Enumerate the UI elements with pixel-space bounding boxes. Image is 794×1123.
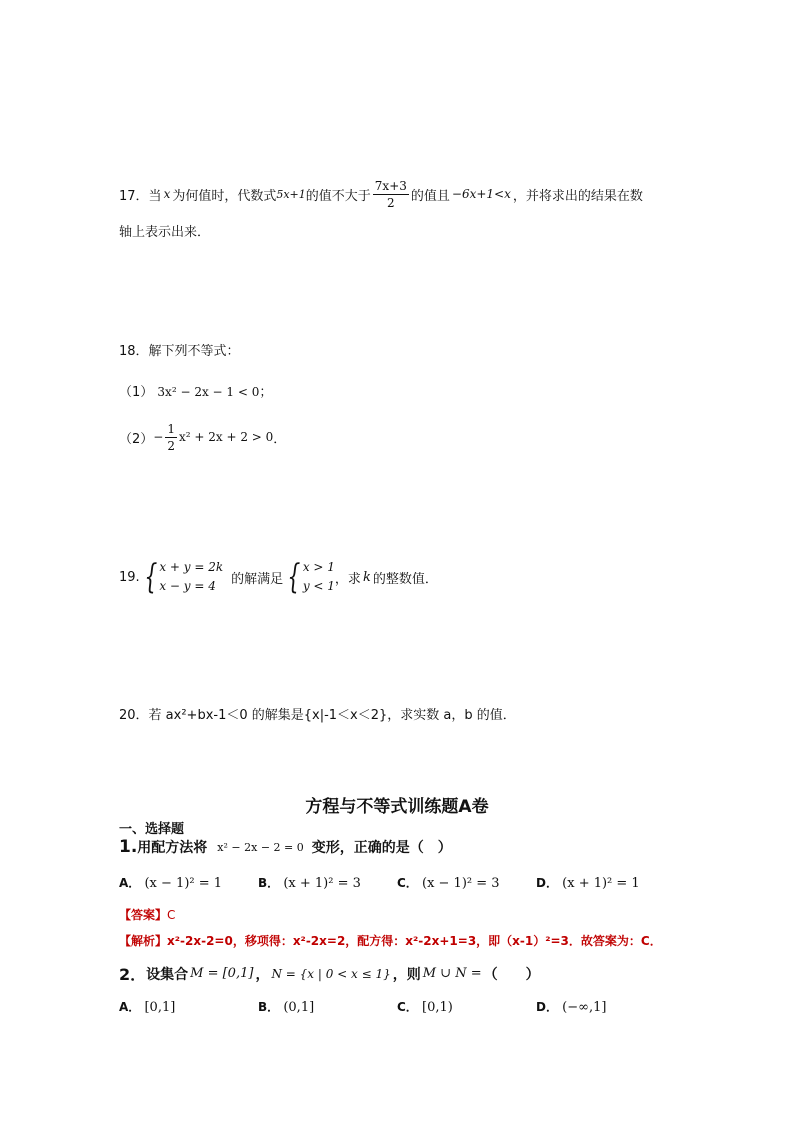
mc1-option-d[interactable] <box>536 874 640 891</box>
section-title: 方程与不等式训练题A卷 <box>305 797 489 817</box>
mc2-option-c-expr: [0,1) <box>422 1000 453 1015</box>
q17-text-3: 的值不大于 <box>305 188 371 204</box>
mc1-option-d-label: D． <box>536 876 558 890</box>
mc1-option-c-expr: (x − 1)² = 3 <box>422 876 500 891</box>
q18-part-2-fraction <box>165 421 177 454</box>
q19-system-2-brace: { <box>287 557 301 597</box>
q18-number: 18． <box>119 344 149 359</box>
mc2-option-c[interactable] <box>397 998 453 1015</box>
mc2-union: M ∪ N = <box>422 966 482 981</box>
q17-text-2: 为何值时，代数式 <box>172 188 277 204</box>
mc1-analysis-text: x²-2x-2=0，移项得：x²-2x=2，配方得：x²-2x+1=3，即（x-1）²=3．故答案为：C． <box>167 934 662 948</box>
mc1-option-b-label: B． <box>258 876 280 890</box>
mc2-option-b-label: B． <box>258 1000 280 1014</box>
q17-text-5: ，并将求出的结果在数 <box>512 188 643 204</box>
mc1-option-a-label: A． <box>119 876 141 890</box>
mc2-option-b-expr: (0,1] <box>283 1000 315 1015</box>
mc1-answer <box>119 906 175 923</box>
mc2-option-d-expr: (−∞,1] <box>562 1000 607 1015</box>
mc1-number: 1. <box>119 837 138 857</box>
mc-question-1 <box>119 837 452 857</box>
mc2-option-c-label: C． <box>397 1000 418 1014</box>
q19-system-1-row-1: x + y = 2k <box>159 560 224 574</box>
q20-text: 若 ax²+bx-1＜0 的解集是{x|-1＜x＜2}，求实数 a，b 的值． <box>148 708 516 723</box>
mc2-option-a[interactable] <box>119 998 175 1015</box>
q19-var-k: k <box>362 569 371 585</box>
q19-system-2-row-2: y < 1 <box>302 579 335 593</box>
mc2-set-m: M = [0,1] <box>190 966 254 981</box>
question-17 <box>119 176 643 212</box>
mc2-text-3: （ ） <box>483 966 540 983</box>
mc1-text-2: 变形，正确的是（ ） <box>311 840 452 856</box>
mc1-option-a-expr: (x − 1)² = 1 <box>144 876 223 891</box>
mc1-answer-value: C <box>167 908 176 922</box>
q19-text-1: 的解满足 <box>231 571 284 587</box>
mc1-answer-label: 【答案】 <box>119 908 168 922</box>
mc-question-2 <box>119 962 540 985</box>
mc2-option-d-label: D． <box>536 1000 558 1014</box>
q17-text-1: 当 <box>148 188 162 204</box>
q17-number: 17． <box>119 188 149 204</box>
q18-part-1-label: （1） <box>119 385 154 400</box>
mc1-option-b[interactable] <box>258 874 361 891</box>
mc2-option-a-label: A． <box>119 1000 141 1014</box>
q18-part-1-expr: 3x² − 2x − 1 < 0 <box>157 385 260 399</box>
q19-system-1-row-2: x − y = 4 <box>159 579 216 593</box>
q17-expr-2: −6x+1<x <box>451 187 511 201</box>
q18-part-1-end: ； <box>259 385 273 400</box>
mc1-text-1: 用配方法将 <box>137 840 208 856</box>
mc2-text-2: ，则 <box>392 966 421 983</box>
mc1-expr: x² − 2x − 2 = 0 <box>217 840 304 854</box>
mc1-option-c[interactable] <box>397 874 500 891</box>
mc2-option-b[interactable] <box>258 998 314 1015</box>
mc2-sep: ， <box>255 966 270 983</box>
q19-system-2-row-1: x > 1 <box>302 560 335 574</box>
question-19 <box>119 557 438 597</box>
q17-fraction-denominator: 2 <box>387 195 395 210</box>
q19-text-2: ，求 <box>334 571 361 587</box>
mc1-analysis-label: 【解析】 <box>119 934 168 948</box>
mc1-option-c-label: C． <box>397 876 418 890</box>
question-20 <box>119 704 516 723</box>
q18-part-2-fraction-denominator: 2 <box>167 438 175 453</box>
mc2-number: 2． <box>119 965 147 984</box>
q17-line-2: 轴上表示出来． <box>119 225 211 240</box>
q19-text-3: 的整数值． <box>372 571 438 587</box>
q18-part-1 <box>119 381 272 400</box>
q18-title: 解下列不等式： <box>148 344 240 359</box>
mc2-option-d[interactable] <box>536 998 606 1015</box>
q18-part-2-expr: x² + 2x + 2 > 0 <box>178 430 274 444</box>
q19-system-1 <box>140 558 223 596</box>
q19-system-1-brace: { <box>144 557 157 597</box>
mc2-text-1: 设集合 <box>146 966 189 983</box>
q18-part-2-end: ． <box>273 431 287 447</box>
q17-var-x: x <box>163 187 171 201</box>
mc2-set-n: N = {x | 0 < x ≤ 1} <box>271 966 391 981</box>
q18-part-2-minus: − <box>153 430 164 444</box>
q18-part-2-label: （2） <box>119 431 154 447</box>
mc1-option-a[interactable] <box>119 874 222 891</box>
mc1-option-b-expr: (x + 1)² = 3 <box>283 876 361 891</box>
q18-part-2-fraction-numerator: 1 <box>167 421 175 436</box>
q20-number: 20． <box>119 708 149 723</box>
q17-expr-1: 5x+1 <box>276 187 306 201</box>
section-heading: 一、选择题 <box>119 822 185 837</box>
q19-system-2 <box>283 558 335 596</box>
question-18 <box>119 340 240 359</box>
q19-number: 19. <box>119 569 140 585</box>
q18-part-2 <box>119 419 286 455</box>
q17-fraction-numerator: 7x+3 <box>374 178 407 193</box>
q17-text-4: 的值且 <box>410 188 450 204</box>
q17-fraction <box>373 178 409 211</box>
mc1-option-d-expr: (x + 1)² = 1 <box>562 876 640 891</box>
mc2-option-a-expr: [0,1] <box>144 1000 176 1015</box>
mc1-analysis <box>119 932 662 949</box>
